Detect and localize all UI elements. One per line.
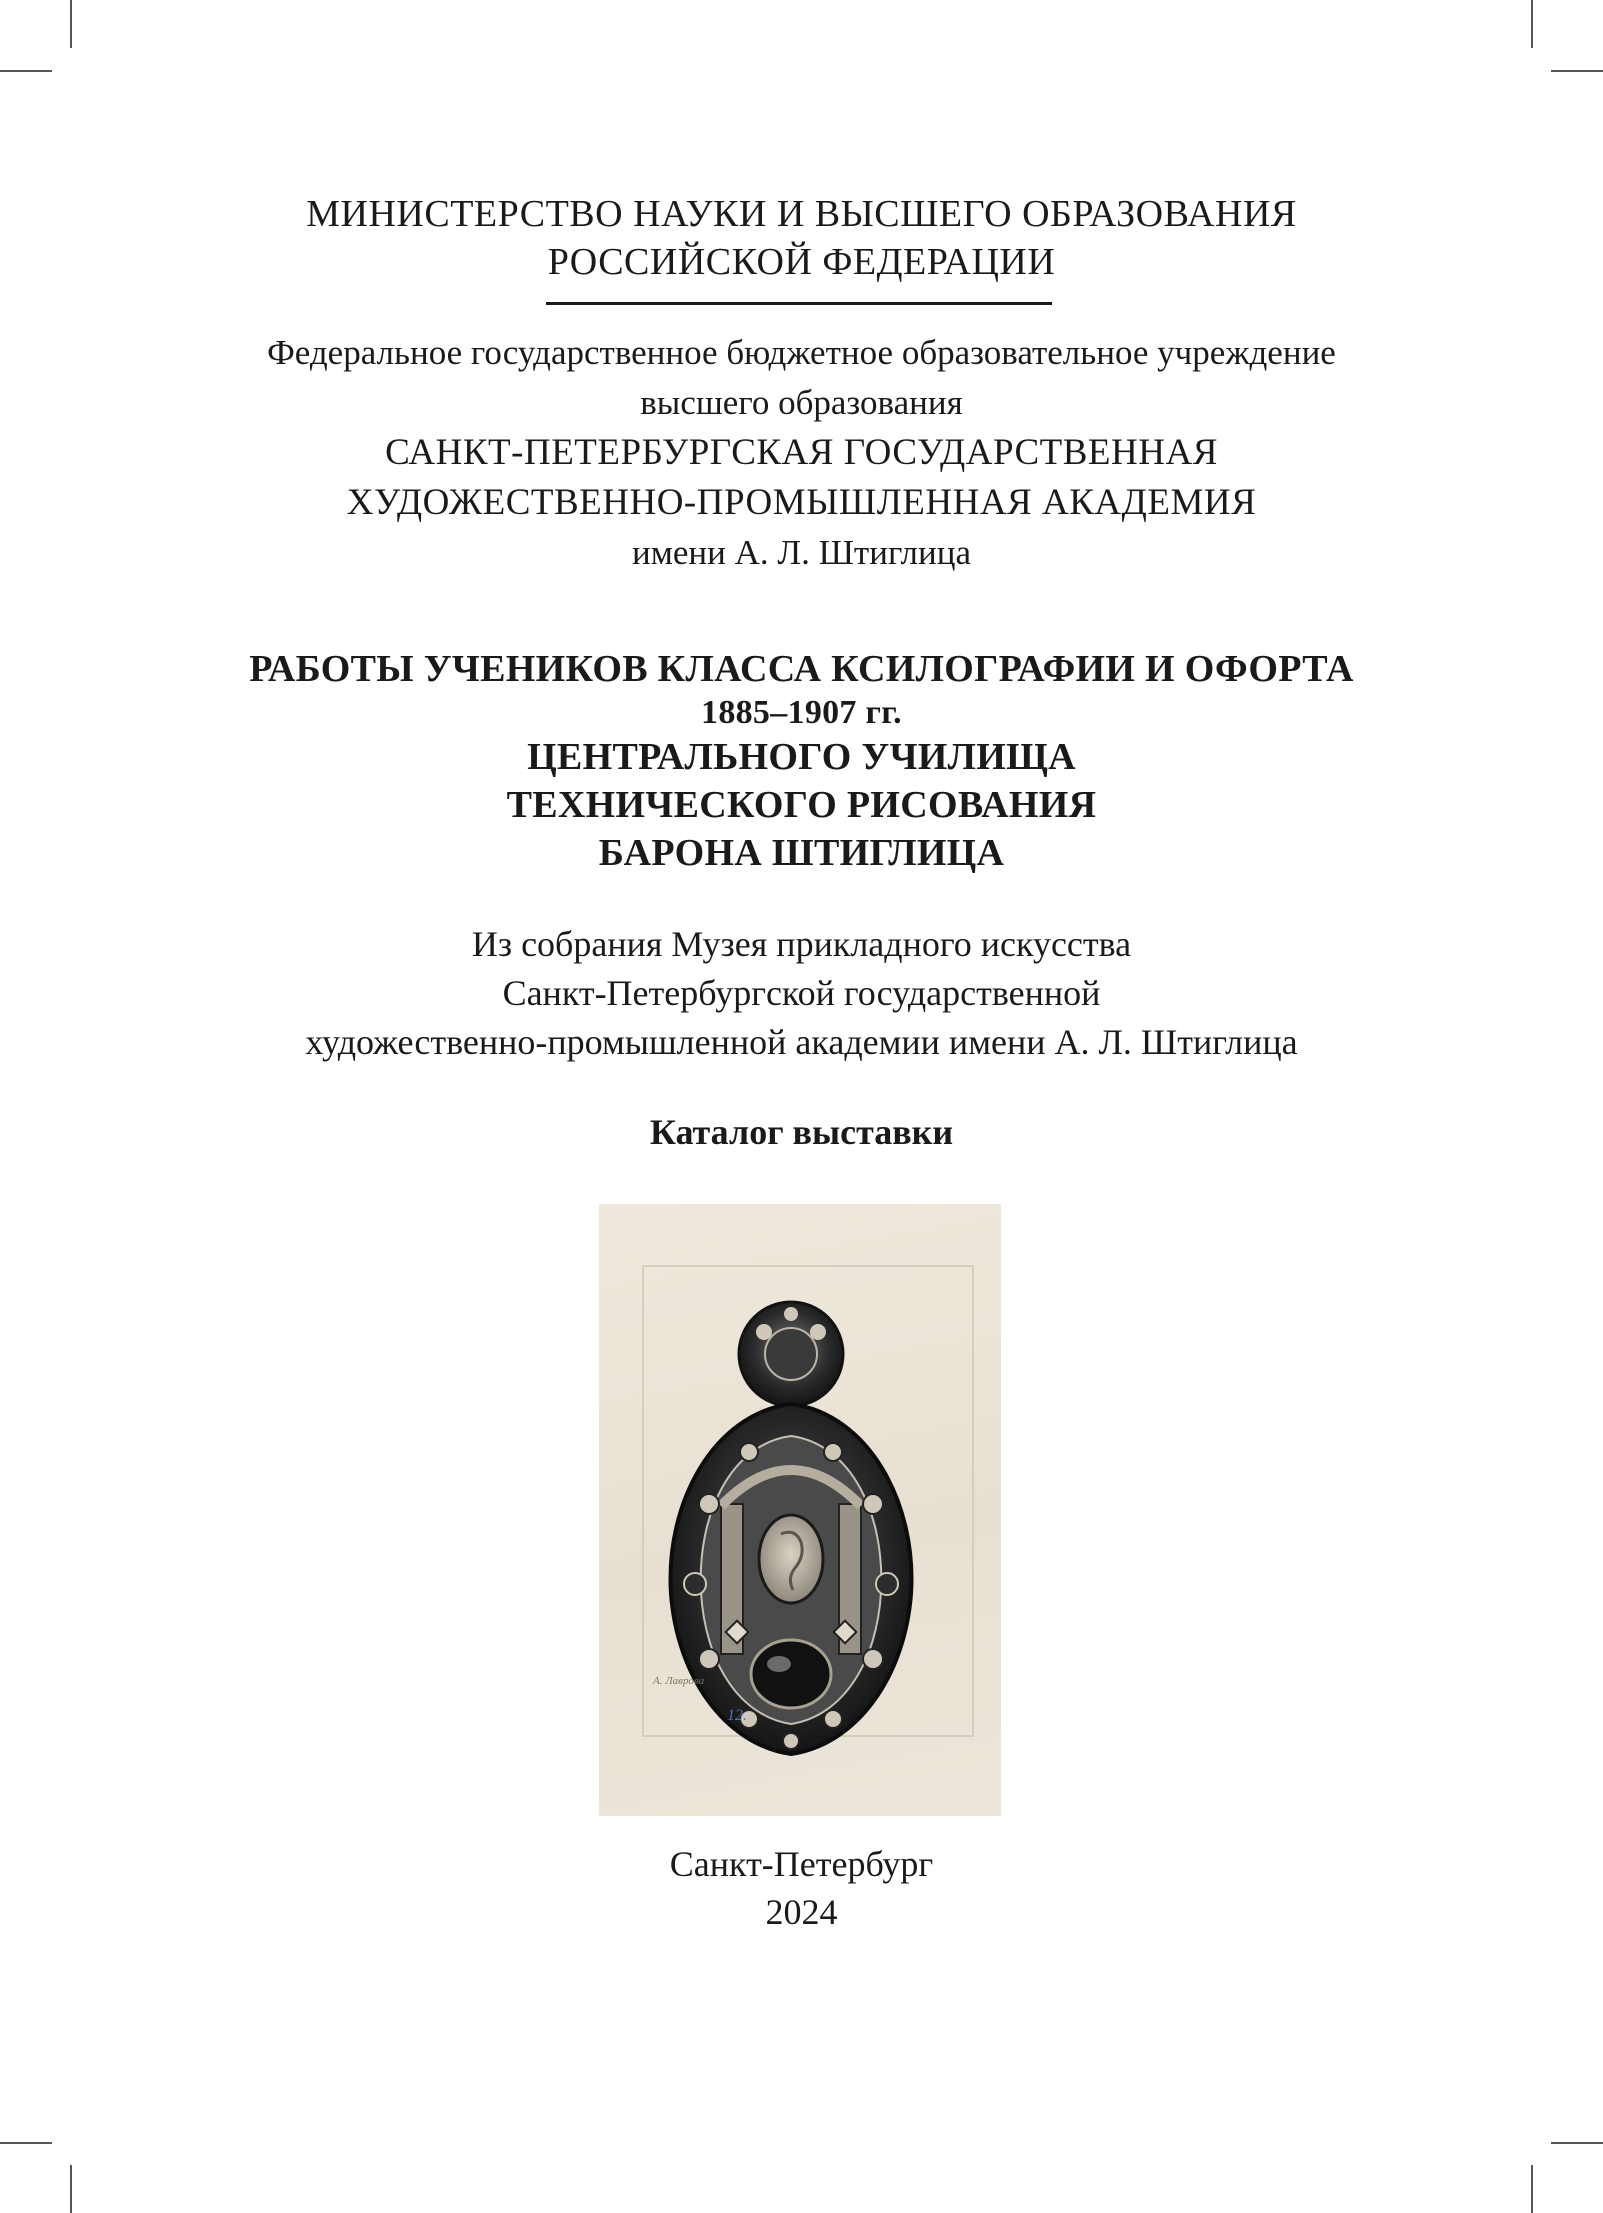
- collection-line: художественно-промышленной академии имени А. Л. Штиглица: [305, 1022, 1298, 1062]
- document-type-label: Каталог выставки: [649, 1112, 954, 1152]
- institution-line: имени А. Л. Штиглица: [631, 533, 971, 572]
- title-line: БАРОНА ШТИГЛИЦА: [598, 832, 1005, 874]
- crop-mark-top-right: [1531, 0, 1533, 48]
- title-line: ЦЕНТРАЛЬНОГО УЧИЛИЩА: [527, 736, 1076, 778]
- imprint: [0, 1840, 1603, 1936]
- imprint-city: Санкт-Петербург: [669, 1844, 934, 1884]
- crop-mark-bottom-left-h: [0, 2142, 52, 2144]
- institution-line: Федеральное государственное бюджетное образовательное учреждение: [267, 333, 1336, 372]
- title-line: РАБОТЫ УЧЕНИКОВ КЛАССА КСИЛОГРАФИИ И ОФОРТА: [249, 648, 1354, 690]
- crop-mark-bottom-right-h: [1551, 2142, 1603, 2144]
- ministry-heading: [0, 190, 1603, 286]
- pendant-etching-icon: [599, 1204, 1001, 1816]
- institution-line: САНКТ-ПЕТЕРБУРГСКАЯ ГОСУДАРСТВЕННАЯ: [385, 432, 1218, 473]
- institution-line: высшего образования: [640, 383, 963, 422]
- collection-line: Из собрания Музея прикладного искусства: [471, 924, 1132, 964]
- title-line: ТЕХНИЧЕСКОГО РИСОВАНИЯ: [506, 784, 1097, 826]
- crop-mark-top-left-h: [0, 70, 52, 72]
- collection-statement: [0, 920, 1603, 1067]
- crop-mark-top-left: [70, 0, 72, 48]
- cover-illustration: [599, 1204, 1001, 1816]
- ministry-line: МИНИСТЕРСТВО НАУКИ И ВЫСШЕГО ОБРАЗОВАНИЯ: [306, 193, 1297, 235]
- header-divider: [546, 302, 1052, 305]
- institution-line: ХУДОЖЕСТВЕННО-ПРОМЫШЛЕННАЯ АКАДЕМИЯ: [346, 482, 1257, 523]
- title-years: 1885–1907 гг.: [701, 694, 902, 731]
- imprint-year: 2024: [765, 1892, 838, 1932]
- crop-mark-bottom-left: [70, 2165, 72, 2213]
- plate-signature: А. Лаврова: [653, 1675, 705, 1687]
- crop-mark-top-right-h: [1551, 70, 1603, 72]
- collection-line: Санкт-Петербургской государственной: [502, 973, 1101, 1013]
- document-title: [0, 645, 1603, 877]
- crop-mark-bottom-right: [1531, 2165, 1533, 2213]
- plate-number: 12.: [727, 1707, 747, 1724]
- ministry-line: РОССИЙСКОЙ ФЕДЕРАЦИИ: [547, 241, 1056, 283]
- institution-heading: [0, 328, 1603, 578]
